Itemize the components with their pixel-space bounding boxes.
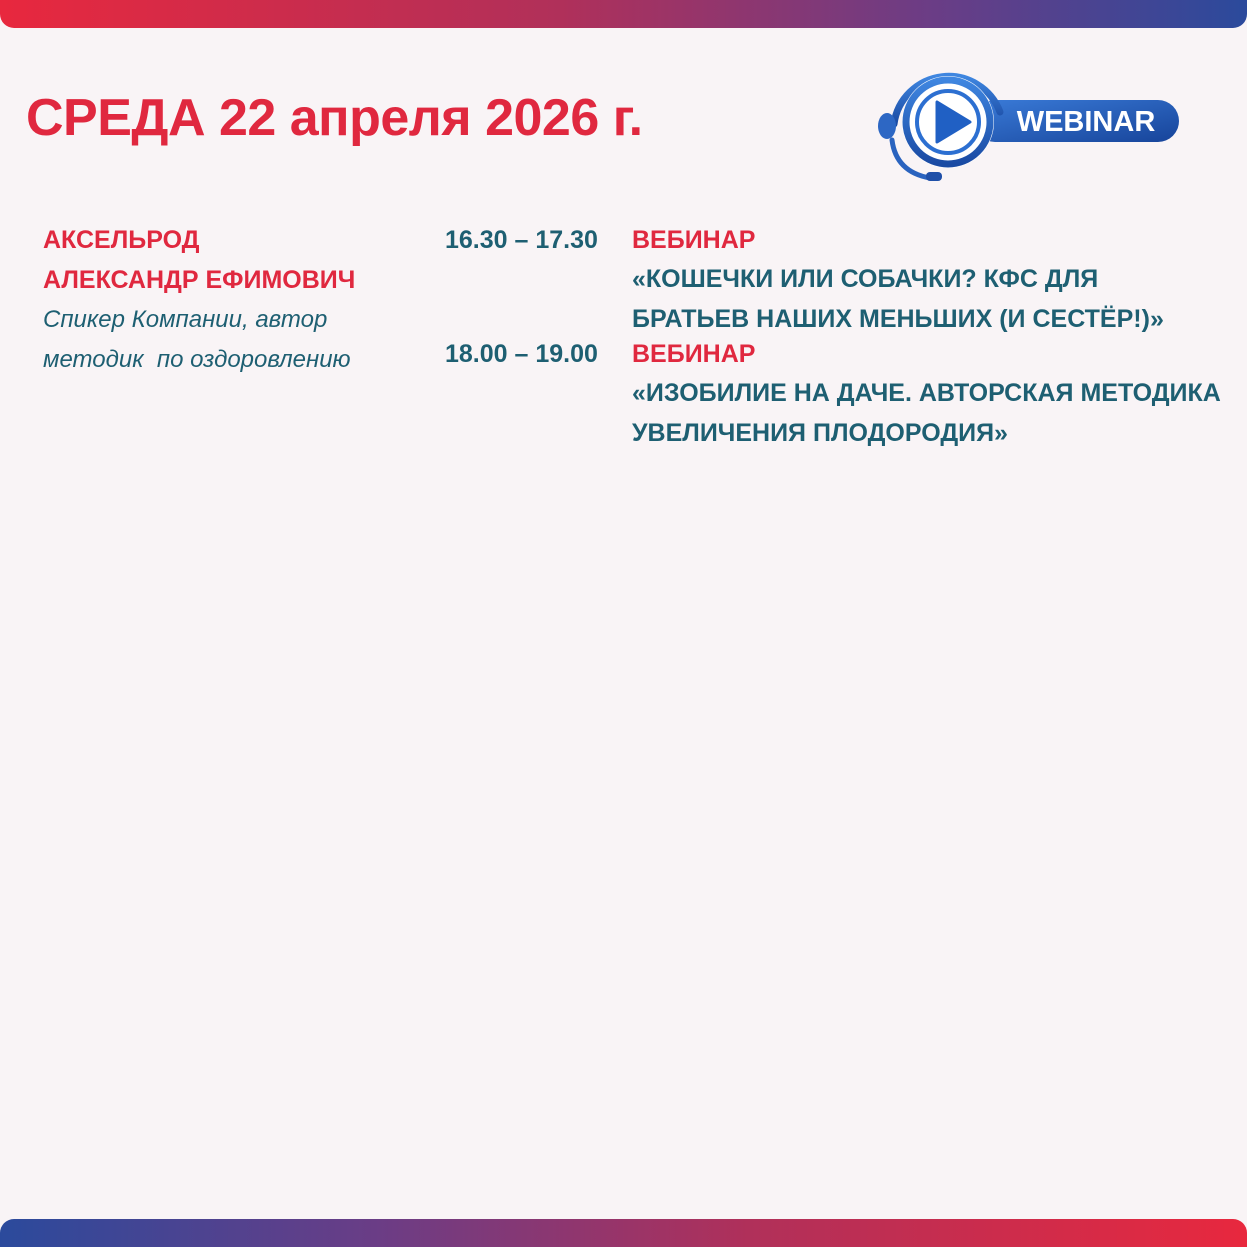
speaker-role-line-1: Спикер Компании, автор — [43, 306, 328, 333]
session-title-2-line-2: УВЕЛИЧЕНИЯ ПЛОДОРОДИЯ» — [632, 419, 1008, 447]
headset-play-icon — [874, 54, 1184, 194]
session-type-1: ВЕБИНАР — [632, 226, 756, 254]
session-title-1-line-2: БРАТЬЕВ НАШИХ МЕНЬШИХ (И СЕСТЁР!)» — [632, 305, 1164, 333]
bottom-gradient-bar — [0, 1219, 1247, 1247]
session-1 — [632, 221, 1232, 339]
session-title-1-line-1: «КОШЕЧКИ ИЛИ СОБАЧКИ? КФС ДЛЯ — [632, 265, 1099, 293]
webinar-logo — [874, 54, 1184, 194]
session-title-2-line-1: «ИЗОБИЛИЕ НА ДАЧЕ. АВТОРСКАЯ МЕТОДИКА — [632, 379, 1221, 407]
logo-text: WEBINAR — [1016, 106, 1156, 138]
speaker-last-name: АКСЕЛЬРОД — [43, 226, 200, 254]
speaker-info — [43, 220, 423, 380]
session-2 — [632, 335, 1232, 453]
session-type-2: ВЕБИНАР — [632, 340, 756, 368]
speaker-role-line-2: методик по оздоровлению — [43, 346, 351, 373]
speaker-first-names: АЛЕКСАНДР ЕФИМОВИЧ — [43, 266, 356, 294]
top-gradient-bar — [0, 0, 1247, 28]
session-time-2: 18.00 – 19.00 — [445, 340, 598, 368]
page-title: СРЕДА 22 апреля 2026 г. — [26, 89, 643, 147]
session-time-1: 16.30 – 17.30 — [445, 226, 598, 254]
